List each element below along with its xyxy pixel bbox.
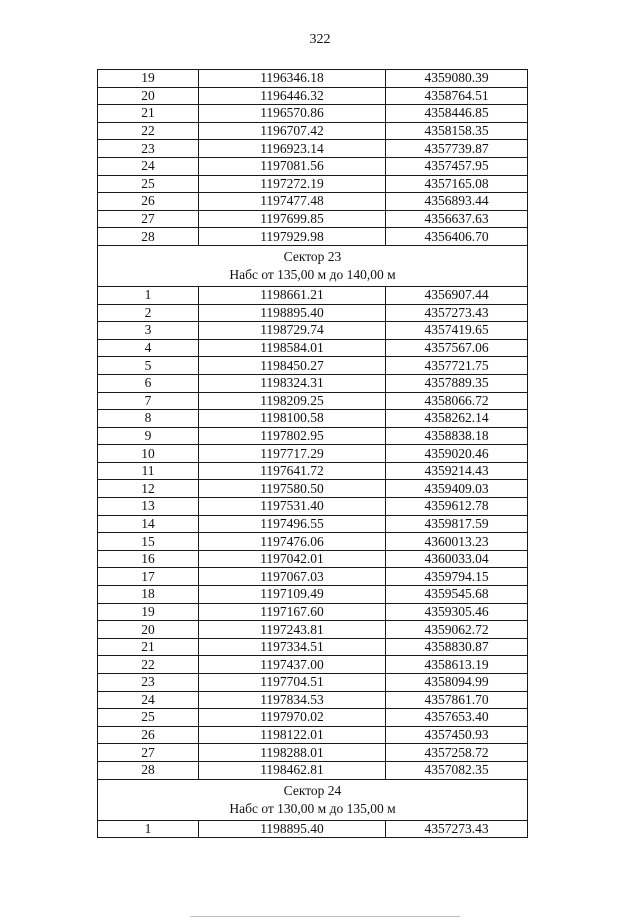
point-number-cell: 21 xyxy=(98,105,199,123)
x-coordinate-cell: 1197272.19 xyxy=(199,175,386,193)
y-coordinate-cell: 4357165.08 xyxy=(386,175,528,193)
point-number-cell: 3 xyxy=(98,322,199,340)
point-number-cell: 28 xyxy=(98,761,199,779)
x-coordinate-cell: 1197717.29 xyxy=(199,445,386,463)
table-row xyxy=(98,105,528,123)
table-row xyxy=(98,445,528,463)
table-row xyxy=(98,374,528,392)
x-coordinate-cell: 1196707.42 xyxy=(199,122,386,140)
x-coordinate-cell: 1197531.40 xyxy=(199,498,386,516)
point-number-cell: 15 xyxy=(98,533,199,551)
x-coordinate-cell: 1197437.00 xyxy=(199,656,386,674)
point-number-cell: 21 xyxy=(98,638,199,656)
table-row xyxy=(98,744,528,762)
x-coordinate-cell: 1197699.85 xyxy=(199,210,386,228)
point-number-cell: 26 xyxy=(98,726,199,744)
y-coordinate-cell: 4359545.68 xyxy=(386,586,528,604)
x-coordinate-cell: 1196446.32 xyxy=(199,87,386,105)
point-number-cell: 6 xyxy=(98,374,199,392)
sector-header-cell xyxy=(98,245,528,286)
point-number-cell: 18 xyxy=(98,586,199,604)
y-coordinate-cell: 4357653.40 xyxy=(386,709,528,727)
y-coordinate-cell: 4356406.70 xyxy=(386,228,528,246)
table-row xyxy=(98,140,528,158)
y-coordinate-cell: 4359612.78 xyxy=(386,498,528,516)
y-coordinate-cell: 4358838.18 xyxy=(386,427,528,445)
table-row xyxy=(98,339,528,357)
y-coordinate-cell: 4359305.46 xyxy=(386,603,528,621)
table-row xyxy=(98,709,528,727)
y-coordinate-cell: 4359020.46 xyxy=(386,445,528,463)
table-row xyxy=(98,550,528,568)
point-number-cell: 25 xyxy=(98,709,199,727)
table-row xyxy=(98,533,528,551)
point-number-cell: 4 xyxy=(98,339,199,357)
y-coordinate-cell: 4358262.14 xyxy=(386,410,528,428)
point-number-cell: 9 xyxy=(98,427,199,445)
table-row xyxy=(98,621,528,639)
x-coordinate-cell: 1198288.01 xyxy=(199,744,386,762)
point-number-cell: 1 xyxy=(98,286,199,304)
x-coordinate-cell: 1197641.72 xyxy=(199,462,386,480)
coordinates-table xyxy=(97,69,528,838)
point-number-cell: 7 xyxy=(98,392,199,410)
x-coordinate-cell: 1197496.55 xyxy=(199,515,386,533)
y-coordinate-cell: 4357273.43 xyxy=(386,820,528,838)
y-coordinate-cell: 4357721.75 xyxy=(386,357,528,375)
point-number-cell: 23 xyxy=(98,674,199,692)
x-coordinate-cell: 1197167.60 xyxy=(199,603,386,621)
table-row xyxy=(98,228,528,246)
y-coordinate-cell: 4359062.72 xyxy=(386,621,528,639)
x-coordinate-cell: 1197067.03 xyxy=(199,568,386,586)
x-coordinate-cell: 1197334.51 xyxy=(199,638,386,656)
sector-header-row xyxy=(98,245,528,286)
table-row xyxy=(98,515,528,533)
x-coordinate-cell: 1197929.98 xyxy=(199,228,386,246)
table-row xyxy=(98,427,528,445)
table-row xyxy=(98,357,528,375)
x-coordinate-cell: 1197834.53 xyxy=(199,691,386,709)
point-number-cell: 17 xyxy=(98,568,199,586)
table-row xyxy=(98,603,528,621)
y-coordinate-cell: 4357739.87 xyxy=(386,140,528,158)
point-number-cell: 27 xyxy=(98,210,199,228)
x-coordinate-cell: 1196923.14 xyxy=(199,140,386,158)
point-number-cell: 16 xyxy=(98,550,199,568)
table-row xyxy=(98,210,528,228)
y-coordinate-cell: 4357419.65 xyxy=(386,322,528,340)
table-row xyxy=(98,761,528,779)
sector-header-cell xyxy=(98,779,528,820)
x-coordinate-cell: 1197477.48 xyxy=(199,193,386,211)
point-number-cell: 19 xyxy=(98,603,199,621)
table-row xyxy=(98,656,528,674)
point-number-cell: 19 xyxy=(98,70,199,88)
y-coordinate-cell: 4359794.15 xyxy=(386,568,528,586)
y-coordinate-cell: 4357889.35 xyxy=(386,374,528,392)
point-number-cell: 24 xyxy=(98,157,199,175)
table-row xyxy=(98,568,528,586)
y-coordinate-cell: 4357450.93 xyxy=(386,726,528,744)
point-number-cell: 23 xyxy=(98,140,199,158)
table-row xyxy=(98,674,528,692)
point-number-cell: 20 xyxy=(98,87,199,105)
point-number-cell: 11 xyxy=(98,462,199,480)
page-bottom-rule xyxy=(190,916,460,917)
y-coordinate-cell: 4358158.35 xyxy=(386,122,528,140)
point-number-cell: 5 xyxy=(98,357,199,375)
y-coordinate-cell: 4358446.85 xyxy=(386,105,528,123)
x-coordinate-cell: 1198729.74 xyxy=(199,322,386,340)
point-number-cell: 13 xyxy=(98,498,199,516)
x-coordinate-cell: 1196346.18 xyxy=(199,70,386,88)
y-coordinate-cell: 4357567.06 xyxy=(386,339,528,357)
table-row xyxy=(98,304,528,322)
point-number-cell: 8 xyxy=(98,410,199,428)
y-coordinate-cell: 4357861.70 xyxy=(386,691,528,709)
table-row xyxy=(98,820,528,838)
y-coordinate-cell: 4357258.72 xyxy=(386,744,528,762)
y-coordinate-cell: 4357457.95 xyxy=(386,157,528,175)
y-coordinate-cell: 4359409.03 xyxy=(386,480,528,498)
table-row xyxy=(98,498,528,516)
y-coordinate-cell: 4358094.99 xyxy=(386,674,528,692)
y-coordinate-cell: 4356893.44 xyxy=(386,193,528,211)
y-coordinate-cell: 4358066.72 xyxy=(386,392,528,410)
sector-title: Сектор 23 xyxy=(283,248,342,264)
table-row xyxy=(98,480,528,498)
table-row xyxy=(98,638,528,656)
x-coordinate-cell: 1198100.58 xyxy=(199,410,386,428)
point-number-cell: 12 xyxy=(98,480,199,498)
table-row xyxy=(98,157,528,175)
x-coordinate-cell: 1198584.01 xyxy=(199,339,386,357)
table-row xyxy=(98,175,528,193)
point-number-cell: 22 xyxy=(98,122,199,140)
sector-header-row xyxy=(98,779,528,820)
y-coordinate-cell: 4356637.63 xyxy=(386,210,528,228)
table-row xyxy=(98,122,528,140)
sector-title: Сектор 24 xyxy=(283,782,342,798)
x-coordinate-cell: 1198661.21 xyxy=(199,286,386,304)
x-coordinate-cell: 1197802.95 xyxy=(199,427,386,445)
x-coordinate-cell: 1198895.40 xyxy=(199,304,386,322)
point-number-cell: 20 xyxy=(98,621,199,639)
table-row xyxy=(98,286,528,304)
point-number-cell: 28 xyxy=(98,228,199,246)
table-row xyxy=(98,410,528,428)
x-coordinate-cell: 1198450.27 xyxy=(199,357,386,375)
point-number-cell: 27 xyxy=(98,744,199,762)
point-number-cell: 24 xyxy=(98,691,199,709)
table-row xyxy=(98,462,528,480)
y-coordinate-cell: 4358613.19 xyxy=(386,656,528,674)
x-coordinate-cell: 1197109.49 xyxy=(199,586,386,604)
sector-height-range: Набс от 130,00 м до 135,00 м xyxy=(229,800,396,816)
x-coordinate-cell: 1197704.51 xyxy=(199,674,386,692)
point-number-cell: 10 xyxy=(98,445,199,463)
x-coordinate-cell: 1198122.01 xyxy=(199,726,386,744)
x-coordinate-cell: 1198462.81 xyxy=(199,761,386,779)
point-number-cell: 14 xyxy=(98,515,199,533)
x-coordinate-cell: 1197042.01 xyxy=(199,550,386,568)
y-coordinate-cell: 4358764.51 xyxy=(386,87,528,105)
table-row xyxy=(98,586,528,604)
x-coordinate-cell: 1197476.06 xyxy=(199,533,386,551)
x-coordinate-cell: 1197970.02 xyxy=(199,709,386,727)
y-coordinate-cell: 4357273.43 xyxy=(386,304,528,322)
table-row xyxy=(98,392,528,410)
x-coordinate-cell: 1198895.40 xyxy=(199,820,386,838)
y-coordinate-cell: 4359214.43 xyxy=(386,462,528,480)
point-number-cell: 25 xyxy=(98,175,199,193)
table-row xyxy=(98,322,528,340)
table-row xyxy=(98,691,528,709)
table-row xyxy=(98,193,528,211)
x-coordinate-cell: 1198324.31 xyxy=(199,374,386,392)
y-coordinate-cell: 4357082.35 xyxy=(386,761,528,779)
point-number-cell: 1 xyxy=(98,820,199,838)
point-number-cell: 2 xyxy=(98,304,199,322)
sector-height-range: Набс от 135,00 м до 140,00 м xyxy=(229,266,396,282)
table-row xyxy=(98,70,528,88)
table-row xyxy=(98,726,528,744)
point-number-cell: 26 xyxy=(98,193,199,211)
x-coordinate-cell: 1197081.56 xyxy=(199,157,386,175)
point-number-cell: 22 xyxy=(98,656,199,674)
table-row xyxy=(98,87,528,105)
x-coordinate-cell: 1197580.50 xyxy=(199,480,386,498)
x-coordinate-cell: 1197243.81 xyxy=(199,621,386,639)
y-coordinate-cell: 4356907.44 xyxy=(386,286,528,304)
page-number: 322 xyxy=(309,32,331,47)
y-coordinate-cell: 4358830.87 xyxy=(386,638,528,656)
y-coordinate-cell: 4359080.39 xyxy=(386,70,528,88)
y-coordinate-cell: 4360033.04 xyxy=(386,550,528,568)
x-coordinate-cell: 1196570.86 xyxy=(199,105,386,123)
coordinates-table-body xyxy=(98,70,528,838)
x-coordinate-cell: 1198209.25 xyxy=(199,392,386,410)
y-coordinate-cell: 4359817.59 xyxy=(386,515,528,533)
y-coordinate-cell: 4360013.23 xyxy=(386,533,528,551)
